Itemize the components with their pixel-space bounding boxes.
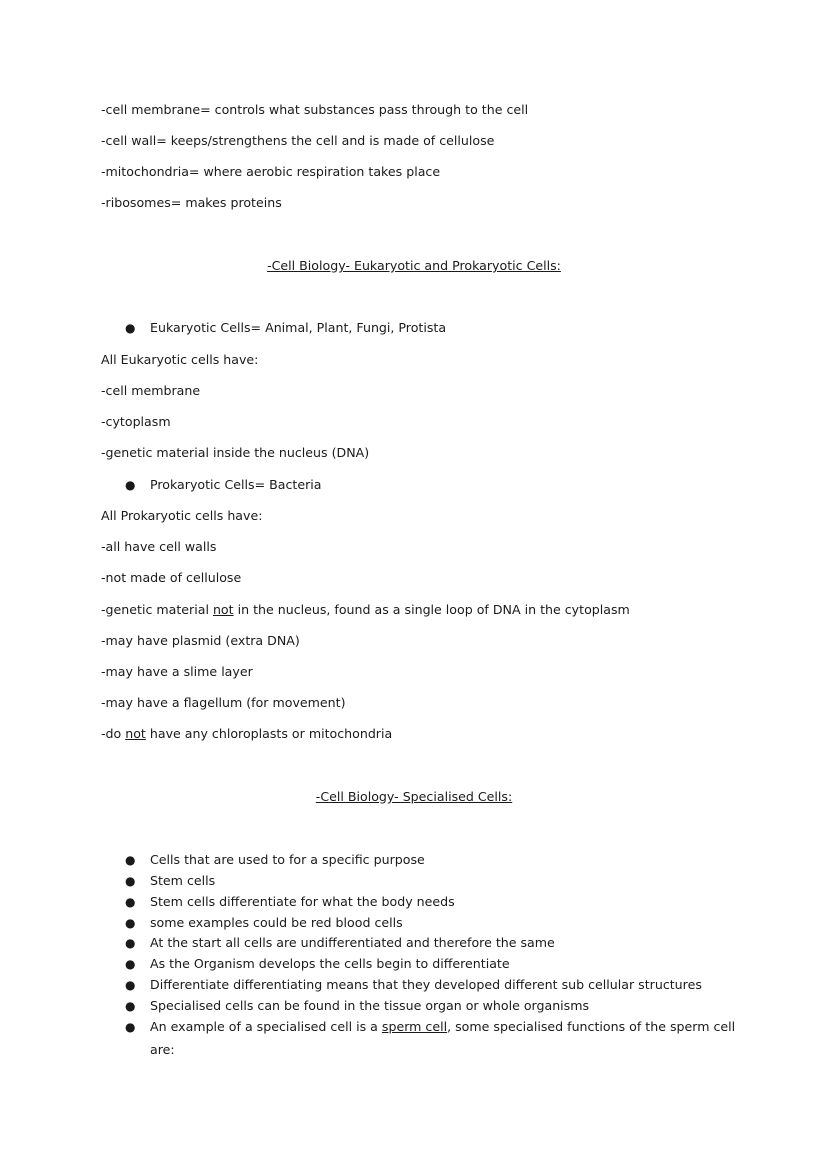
- text-line: -not made of cellulose: [101, 570, 242, 585]
- bullet-icon: ●: [125, 853, 136, 867]
- text-line: -may have plasmid (extra DNA): [101, 633, 300, 648]
- text-line: -may have a slime layer: [101, 664, 253, 679]
- emphasis-not: not: [125, 726, 146, 741]
- bullet-icon: ●: [125, 321, 136, 335]
- bullet-text: Specialised cells can be found in the tissue organ or whole organisms: [150, 998, 590, 1013]
- bullet-text: As the Organism develops the cells begin to differentiate: [150, 956, 510, 971]
- text-line: [101, 602, 630, 618]
- text-line: -all have cell walls: [101, 539, 217, 554]
- bullet-icon: ●: [125, 874, 136, 888]
- text-line: -mitochondria= where aerobic respiration takes place: [101, 164, 441, 179]
- emphasis-not: not: [212, 602, 234, 617]
- text-line: All Prokaryotic cells have:: [101, 508, 263, 523]
- bullet-text: At the start all cells are undifferentiated and therefore the same: [150, 935, 555, 950]
- text-line: -cell membrane: [101, 383, 201, 398]
- text-line: [101, 726, 392, 742]
- bullet-text: Eukaryotic Cells= Animal, Plant, Fungi, Protista: [150, 320, 447, 335]
- text-fragment: An example of a specialised cell is a: [150, 1019, 382, 1034]
- text-line: -cytoplasm: [101, 414, 171, 429]
- section-heading: -Cell Biology- Specialised Cells:: [315, 789, 513, 804]
- text-fragment: -do: [101, 726, 126, 741]
- bullet-icon: ●: [125, 999, 136, 1013]
- bullet-text: Stem cells: [150, 873, 216, 888]
- emphasis-sperm-cell: sperm cell: [381, 1019, 448, 1034]
- bullet-icon: ●: [125, 478, 136, 492]
- bullet-icon: ●: [125, 916, 136, 930]
- bullet-text: Cells that are used to for a specific purpose: [150, 852, 425, 867]
- bullet-icon: ●: [125, 978, 136, 992]
- text-line: All Eukaryotic cells have:: [101, 352, 259, 367]
- bullet-text-continuation: are:: [150, 1042, 175, 1057]
- text-line: -ribosomes= makes proteins: [101, 195, 282, 210]
- text-line: -cell wall= keeps/strengthens the cell and is made of cellulose: [101, 133, 495, 148]
- section-heading: -Cell Biology- Eukaryotic and Prokaryotic Cells:: [267, 258, 561, 273]
- bullet-icon: ●: [125, 957, 136, 971]
- bullet-text: Differentiate differentiating means that they developed different sub cellular structures: [150, 977, 702, 992]
- text-line: -cell membrane= controls what substances pass through to the cell: [101, 102, 529, 117]
- text-fragment: , some specialised functions of the sperm cell: [447, 1019, 736, 1034]
- text-fragment: have any chloroplasts or mitochondria: [145, 726, 393, 741]
- text-line: -genetic material inside the nucleus (DNA): [101, 445, 370, 460]
- text-fragment: -genetic material: [101, 602, 213, 617]
- bullet-icon: ●: [125, 895, 136, 909]
- bullet-icon: ●: [125, 1020, 136, 1034]
- bullet-icon: ●: [125, 936, 136, 950]
- text-fragment: in the nucleus, found as a single loop of DNA in the cytoplasm: [233, 602, 630, 617]
- text-line: -may have a flagellum (for movement): [101, 695, 346, 710]
- bullet-text: Prokaryotic Cells= Bacteria: [150, 477, 322, 492]
- bullet-text: [150, 1019, 735, 1035]
- bullet-text: some examples could be red blood cells: [150, 915, 403, 930]
- bullet-text: Stem cells differentiate for what the body needs: [150, 894, 455, 909]
